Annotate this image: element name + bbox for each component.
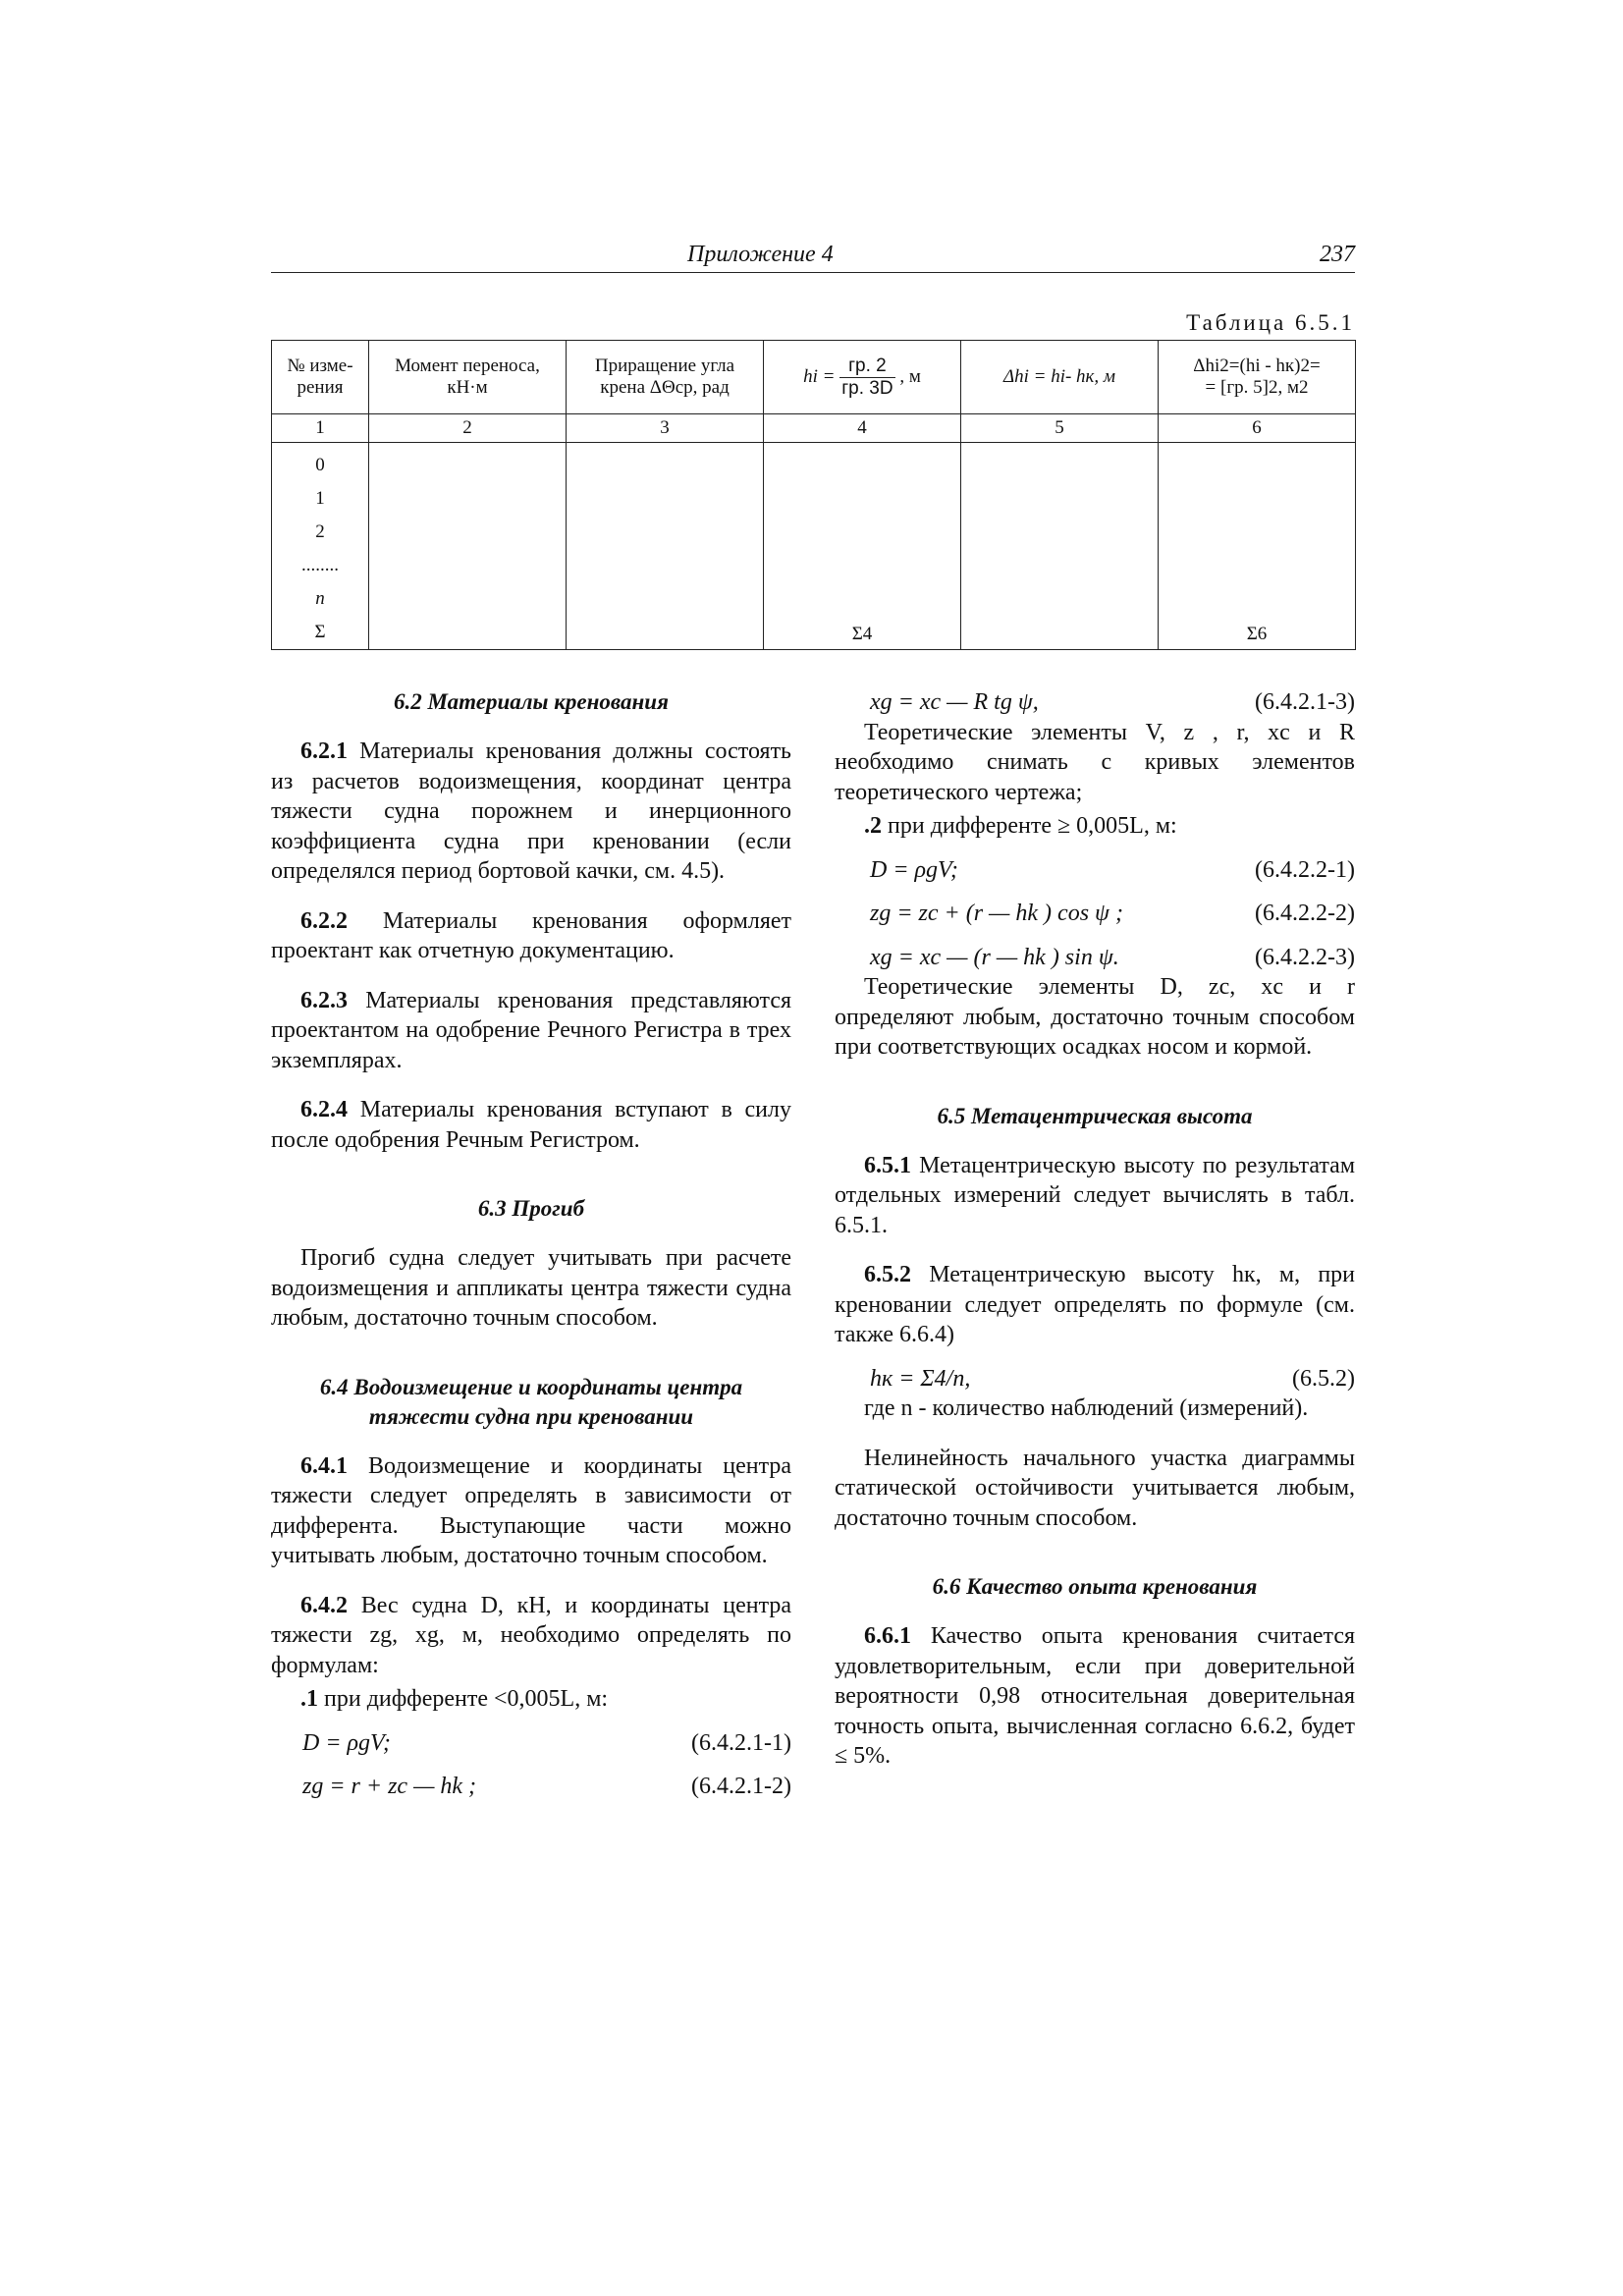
item-2 (835, 811, 1355, 842)
sum-6: Σ6 (1246, 624, 1268, 644)
clause-number: 6.4.2 (300, 1592, 348, 1618)
table-row (272, 443, 1356, 650)
paragraph-text: Вес судна D, кН, и координаты центра тяжести zg, xg, м, необходимо определять по формулам: (271, 1592, 792, 1678)
item-text: при дифференте ≥ 0,005L, м: (888, 813, 1177, 839)
header-text: крена ΔΘср, рад (600, 377, 730, 398)
header-text: hi = (803, 365, 836, 387)
section-title-line: тяжести судна при креновании (368, 1403, 694, 1429)
header-cell-delta-hi (961, 341, 1159, 414)
equation-formula: zg = zc + (r — hk ) cos ψ ; (870, 901, 1123, 926)
header-cell-measurement-no (272, 341, 369, 414)
section-title-6-6: 6.6 Качество опыта кренования (932, 1574, 1258, 1599)
page-number: 237 (1320, 242, 1355, 267)
header-rule (271, 272, 1355, 273)
paragraph-text: Материалы кренования представляются проектантом на одобрение Речного Регистра в трех экземплярах. (271, 987, 792, 1073)
fraction-denominator: гр. 3D (841, 377, 893, 399)
equation-6-4-2-1-2 (271, 1772, 791, 1802)
table-cell-sum4 (764, 443, 961, 650)
equation-formula: xg = xc — (r — hk ) sin ψ. (870, 944, 1119, 970)
section-title-6-2: 6.2 Материалы кренования (394, 689, 669, 714)
equation-6-4-2-1-3 (835, 687, 1355, 718)
equation-formula: hк = Σ4/n, (870, 1365, 971, 1392)
header-cell-moment (369, 341, 567, 414)
paragraph-6-4-1 (271, 1451, 791, 1571)
table-caption: Таблица 6.5.1 (1186, 310, 1355, 335)
fraction (839, 355, 894, 400)
sum-4: Σ4 (851, 624, 873, 644)
table-cell (369, 443, 567, 650)
paragraph-6-6-1 (835, 1621, 1355, 1772)
section-title-6-5: 6.5 Метацентрическая высота (937, 1103, 1253, 1128)
header-text: рения (297, 377, 344, 398)
paragraph-theoretical-elements-2: Теоретические элементы D, zc, xc и r определяют любым, достаточно точным способом при соответствующих осадках носом и кормой. (835, 974, 1355, 1060)
clause-number: 6.2.3 (300, 987, 348, 1013)
header-text: № изме- (287, 355, 353, 376)
paragraph-6-2-4 (271, 1095, 791, 1155)
equation-number: (6.4.2.1-3) (1255, 689, 1355, 715)
column-number: 5 (961, 414, 1159, 443)
equation-formula: zg = r + zc — hk ; (302, 1774, 477, 1799)
equation-6-4-2-2-3 (835, 943, 1355, 973)
clause-number: 6.6.1 (864, 1623, 911, 1649)
section-title-line: 6.4 Водоизмещение и координаты центра (319, 1374, 743, 1399)
paragraph-6-5-2 (835, 1260, 1355, 1350)
paragraph-6-3: Прогиб судна следует учитывать при расчете водоизмещения и аппликаты центра тяжести судна любым, достаточно точным способом. (271, 1245, 791, 1331)
column-number: 1 (272, 414, 369, 443)
equation-6-5-2 (835, 1364, 1355, 1394)
header-text: Момент переноса, (395, 355, 540, 376)
row-label: n (315, 588, 325, 609)
paragraph-text: Материалы кренования должны состоять из расчетов водоизмещения, координат центра тяжести судна порожнем и инерционного коэффициента судна при креновании (если определялся период бортовой качки, см. 4.5). (271, 738, 791, 884)
clause-number: 6.5.1 (864, 1152, 911, 1178)
equation-formula: xg = xc — R tg ψ, (870, 689, 1039, 715)
running-header-title: Приложение 4 (687, 242, 834, 267)
row-label: 2 (315, 521, 325, 542)
header-text: кН·м (447, 377, 488, 398)
paragraph-theoretical-elements-1: Теоретические элементы V, z , r, xc и R необходимо снимать с кривых элементов теоретического чертежа; (835, 719, 1355, 805)
equation-number: (6.4.2.2-1) (1255, 856, 1355, 883)
left-column (271, 687, 791, 1802)
paragraph-6-5-1 (835, 1151, 1355, 1241)
table-header-row (272, 341, 1356, 414)
paragraph-text: Качество опыта кренования считается удовлетворительным, если при доверительной вероятности 0,98 относительная доверительная точность опыта, вычисленная согласно 6.6.2, будет ≤ 5%. (835, 1623, 1356, 1769)
right-column (835, 687, 1355, 1772)
header-text: Приращение угла (594, 355, 735, 376)
header-cell-hi-formula (764, 341, 961, 414)
row-label: 1 (315, 488, 325, 509)
equation-number: (6.4.2.1-2) (691, 1774, 791, 1799)
header-text: , м (899, 365, 921, 387)
item-number: .1 (300, 1686, 318, 1712)
clause-number: 6.2.2 (300, 907, 348, 934)
header-cell-angle-increment (567, 341, 764, 414)
table-cell-sum6 (1159, 443, 1356, 650)
paragraph-6-2-2 (271, 906, 791, 966)
equation-formula: D = ρgV; (870, 856, 958, 883)
row-labels-cell (272, 443, 369, 650)
table-column-number-row (272, 414, 1356, 443)
equation-number: (6.5.2) (1292, 1365, 1355, 1392)
equation-6-4-2-1-1 (271, 1728, 791, 1759)
item-1 (271, 1684, 791, 1715)
paragraph-6-4-2 (271, 1591, 791, 1681)
header-text: Δhi = hi- hк, м (1002, 366, 1116, 387)
row-label: Σ (314, 622, 326, 642)
table-6-5-1 (271, 340, 1356, 650)
item-number: .2 (864, 813, 882, 839)
paragraph-text: Водоизмещение и координаты центра тяжести следует определять в зависимости от дифферента. Выступающие части можно учитывать любым, достаточно точным способом. (271, 1452, 792, 1568)
section-title-6-4 (271, 1373, 791, 1432)
item-text: при дифференте <0,005L, м: (324, 1686, 609, 1712)
equation-6-4-2-2-1 (835, 855, 1355, 886)
section-title-6-3: 6.3 Прогиб (477, 1196, 585, 1221)
header-cell-delta-hi-squared (1159, 341, 1356, 414)
paragraph-text: Материалы кренования оформляет проектант как отчетную документацию. (271, 907, 792, 963)
column-number: 2 (369, 414, 567, 443)
header-text: = [гр. 5]2, м2 (1205, 377, 1309, 398)
paragraph-text: Материалы кренования вступают в силу после одобрения Речным Регистром. (271, 1097, 792, 1153)
clause-number: 6.2.1 (300, 738, 348, 764)
clause-number: 6.4.1 (300, 1452, 348, 1479)
equation-6-4-2-2-2 (835, 899, 1355, 929)
equation-formula: D = ρgV; (302, 1729, 391, 1756)
table-cell (567, 443, 764, 650)
clause-number: 6.2.4 (300, 1097, 348, 1122)
row-label: 0 (315, 455, 325, 475)
row-label: ........ (301, 555, 339, 575)
paragraph-where: где n - количество наблюдений (измерений). (864, 1395, 1309, 1421)
header-text: Δhi2=(hi - hк)2= (1193, 355, 1321, 376)
paragraph-6-2-1 (271, 737, 791, 887)
column-number: 6 (1159, 414, 1356, 443)
paragraph-text: Метацентрическую высоту по результатам отдельных измерений следует вычислять в табл. 6.5.1. (835, 1152, 1356, 1238)
clause-number: 6.5.2 (864, 1262, 911, 1287)
paragraph-6-2-3 (271, 986, 791, 1076)
paragraph-text: Метацентрическую высоту hк, м, при креновании следует определять по формуле (см. также 6.6.4) (835, 1262, 1356, 1347)
equation-number: (6.4.2.1-1) (691, 1729, 791, 1756)
equation-number: (6.4.2.2-2) (1255, 901, 1355, 926)
fraction-numerator: гр. 2 (839, 355, 894, 378)
paragraph-nonlinearity: Нелинейность начального участка диаграммы статической остойчивости учитывается любым, достаточно точным способом. (835, 1445, 1355, 1531)
column-number: 3 (567, 414, 764, 443)
equation-number: (6.4.2.2-3) (1255, 944, 1355, 970)
column-number: 4 (764, 414, 961, 443)
table-cell (961, 443, 1159, 650)
